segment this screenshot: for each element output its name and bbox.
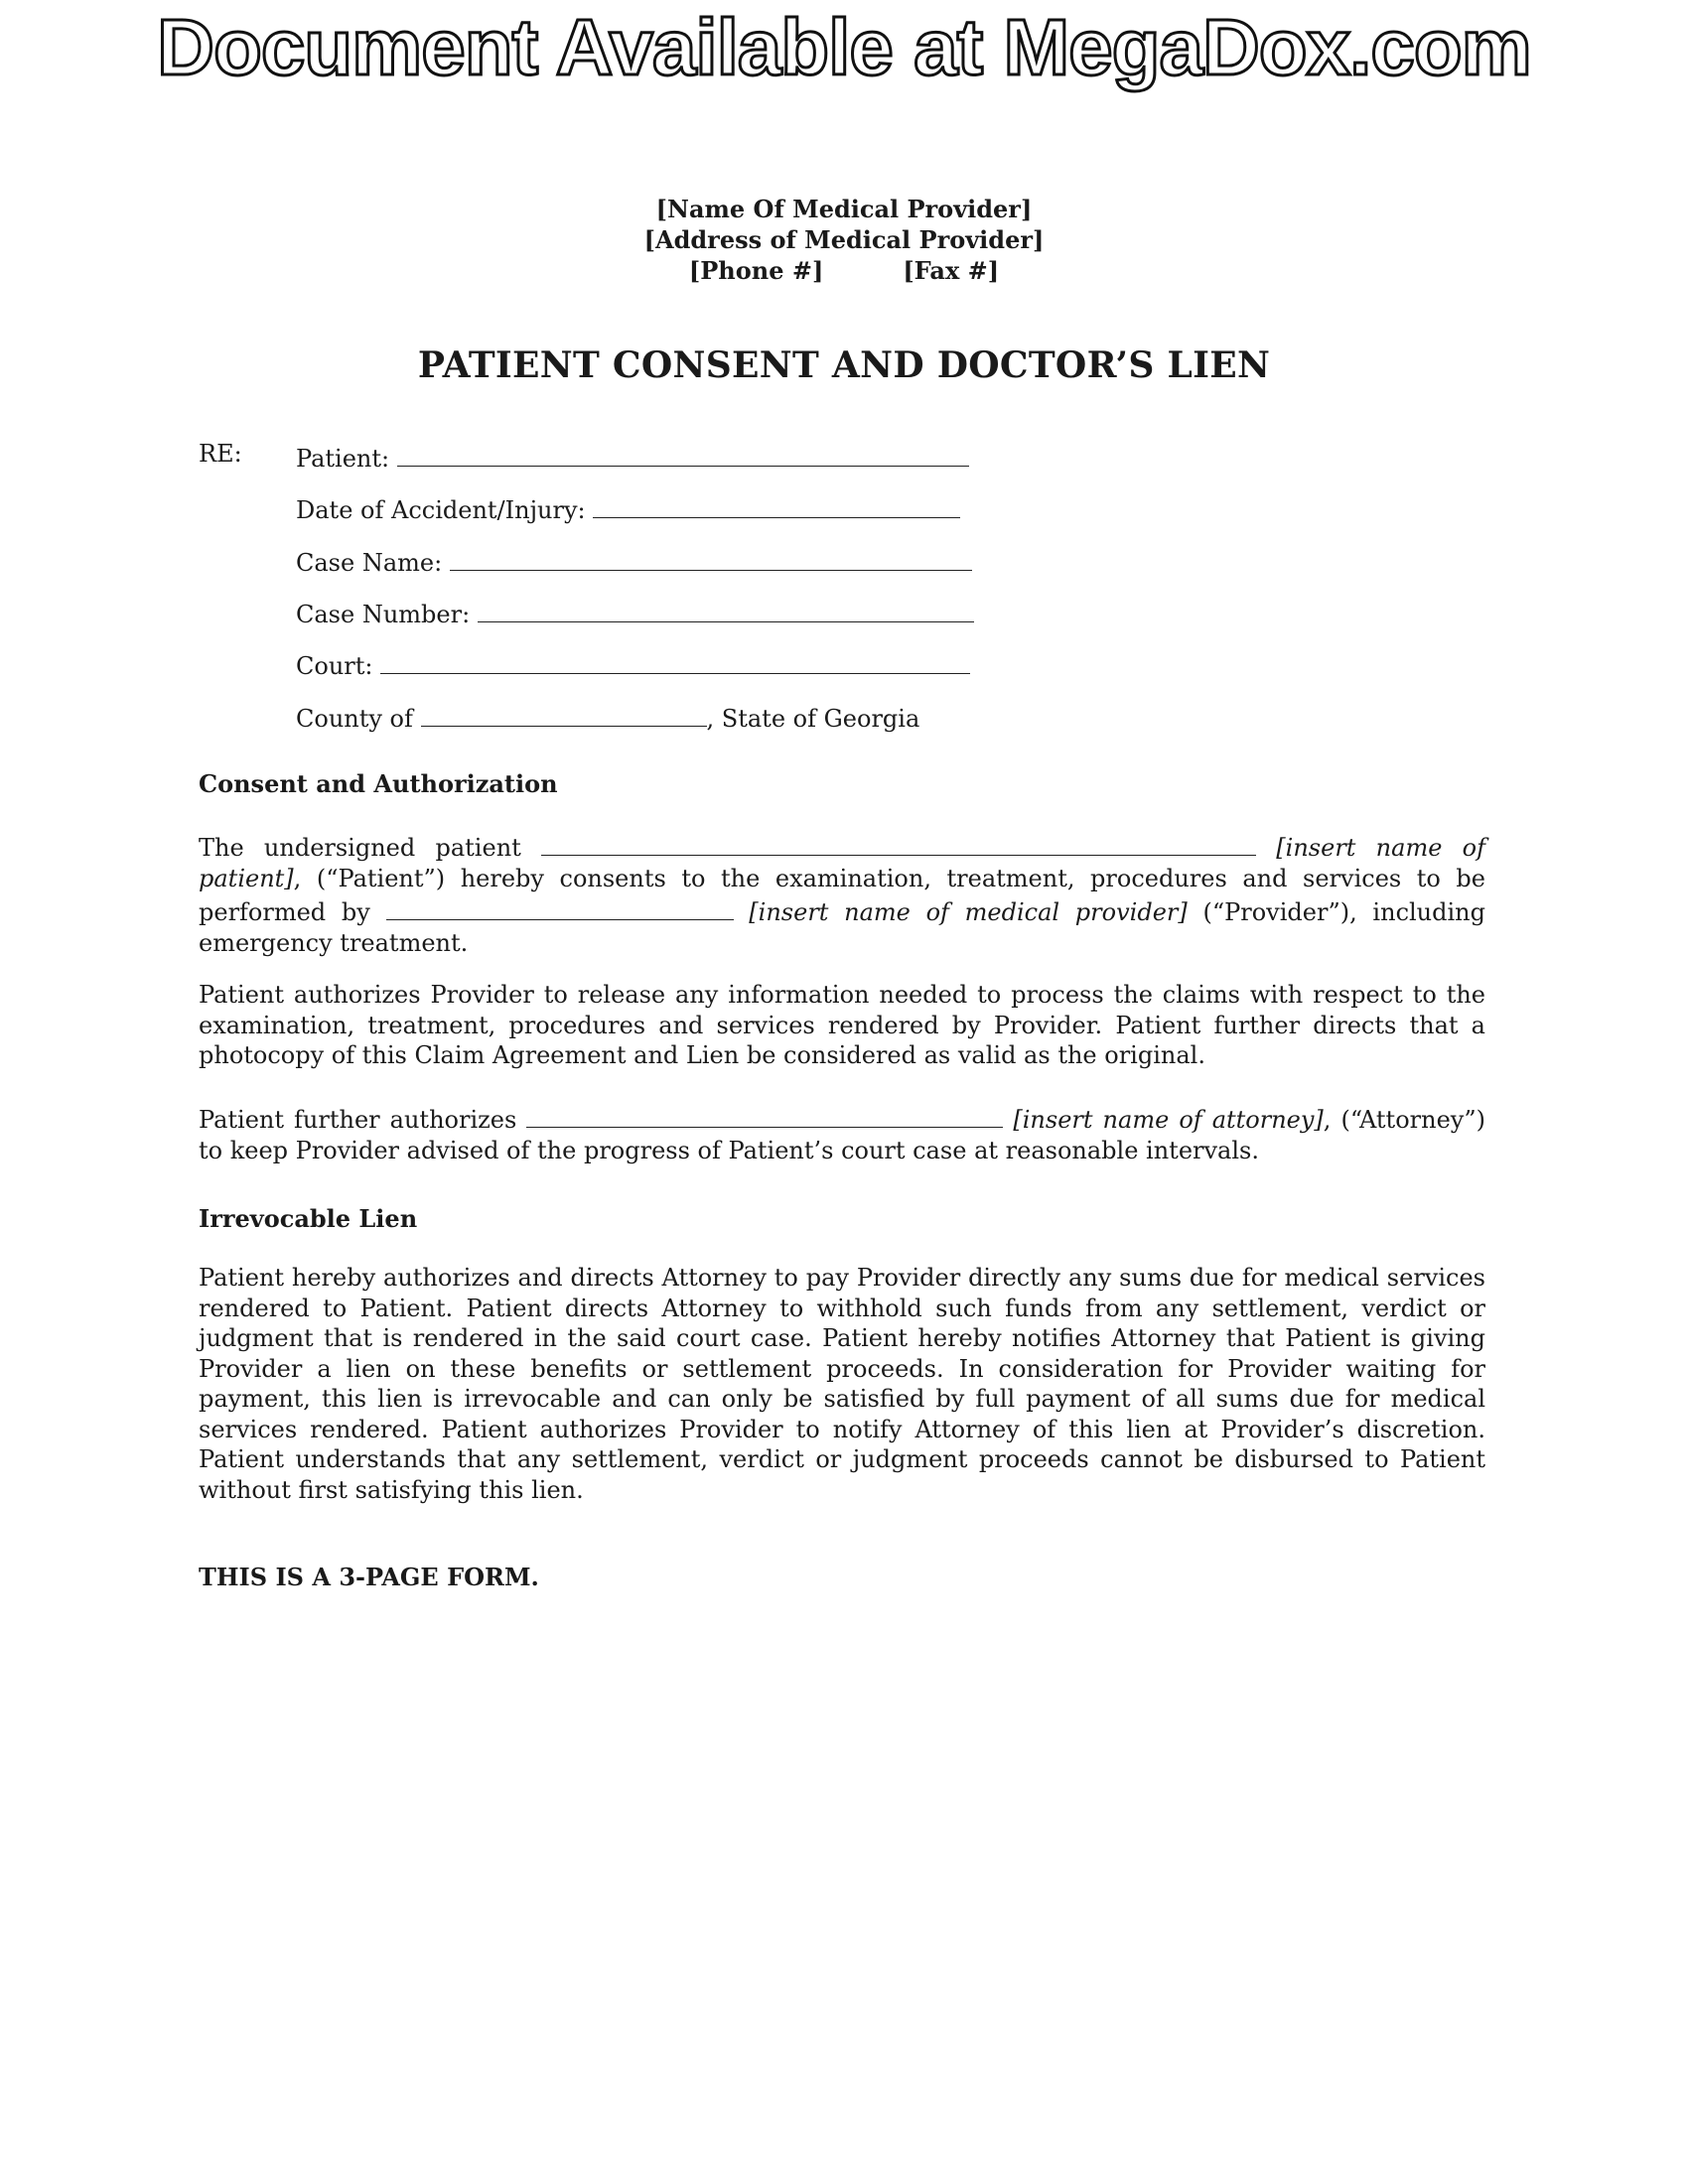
case-name-blank[interactable] <box>450 544 972 571</box>
consent-paragraph-3 <box>199 1101 1485 1165</box>
insert-provider-name-hint: [insert name of medical provider] <box>749 898 1188 926</box>
state-label: , State of Georgia <box>706 705 920 733</box>
date-of-accident-row <box>296 491 960 524</box>
case-number-blank[interactable] <box>478 596 974 622</box>
patient-blank[interactable] <box>397 440 969 467</box>
date-of-accident-blank[interactable] <box>593 491 960 518</box>
provider-name: [Name Of Medical Provider] <box>655 195 1033 223</box>
patient-label: Patient: <box>296 445 390 473</box>
lien-paragraph: Patient hereby authorizes and directs Attorney to pay Provider directly any sums due for medical services rendered to Patient. Patient directs Attorney to withhold such funds from any settlement, verdict or judgment that is rendered in the said court case. Patient hereby notifies Attorney that Patient is giving Provider a lien on these benefits or settlement proceeds. In consideration for Provider waiting for payment, this lien is irrevocable and can only be satisfied by full payment of all sums due for medical services rendered. Patient authorizes Provider to notify Attorney of this lien at Provider’s discretion. Patient understands that any settlement, verdict or judgment proceeds cannot be disbursed to Patient without first satisfying this lien. <box>199 1264 1485 1504</box>
court-label: Court: <box>296 652 373 680</box>
consent-p1-end: (“Provider”), including emergency treatment. <box>199 898 1485 957</box>
case-number-row <box>296 596 974 628</box>
court-blank[interactable] <box>380 647 970 674</box>
county-blank[interactable] <box>421 700 707 727</box>
consent-p3-intro: Patient further authorizes <box>199 1106 517 1134</box>
lien-heading: Irrevocable Lien <box>199 1204 418 1233</box>
letterhead <box>0 194 1688 286</box>
consent-paragraph-1 <box>199 829 1485 958</box>
attorney-name-blank[interactable] <box>526 1101 1003 1128</box>
date-of-accident-label: Date of Accident/Injury: <box>296 496 586 524</box>
case-name-label: Case Name: <box>296 549 443 577</box>
document-title: PATIENT CONSENT AND DOCTOR’S LIEN <box>417 344 1271 386</box>
consent-paragraph-2: Patient authorizes Provider to release any information needed to process the claims with respect to the examination, treatment, procedures and services rendered by Provider. Patient further directs that a photocopy of this Claim Agreement and Lien be considered as valid as the original. <box>199 981 1485 1069</box>
provider-address: [Address of Medical Provider] <box>643 225 1045 254</box>
megadox-banner: Document Available at MegaDox.com <box>157 3 1531 91</box>
form-page-note: THIS IS A 3-PAGE FORM. <box>199 1563 539 1591</box>
county-label: County of <box>296 705 413 733</box>
phone-placeholder: [Phone #] <box>688 256 824 285</box>
insert-attorney-name-hint: [insert name of attorney] <box>1013 1106 1324 1134</box>
consent-p1-intro: The undersigned patient <box>199 834 521 862</box>
consent-heading: Consent and Authorization <box>199 769 558 798</box>
case-name-row <box>296 544 972 577</box>
insert-patient-name-hint: [insert name of patient] <box>199 834 1485 892</box>
patient-name-blank[interactable] <box>541 829 1256 856</box>
consent-p1-middle: , (“Patient”) hereby consents to the examination, treatment, procedures and services to be performed by <box>199 864 1485 926</box>
patient-row <box>296 440 969 473</box>
court-row <box>296 647 970 680</box>
county-row <box>296 700 919 733</box>
case-number-label: Case Number: <box>296 601 471 628</box>
consent-p3-end: , (“Attorney”) to keep Provider advised of the progress of Patient’s court case at reasonable intervals. <box>199 1106 1485 1164</box>
phone-fax-line <box>0 255 1688 286</box>
re-label: RE: <box>199 440 242 468</box>
provider-name-blank[interactable] <box>386 893 734 920</box>
fax-placeholder: [Fax #] <box>903 256 1000 285</box>
